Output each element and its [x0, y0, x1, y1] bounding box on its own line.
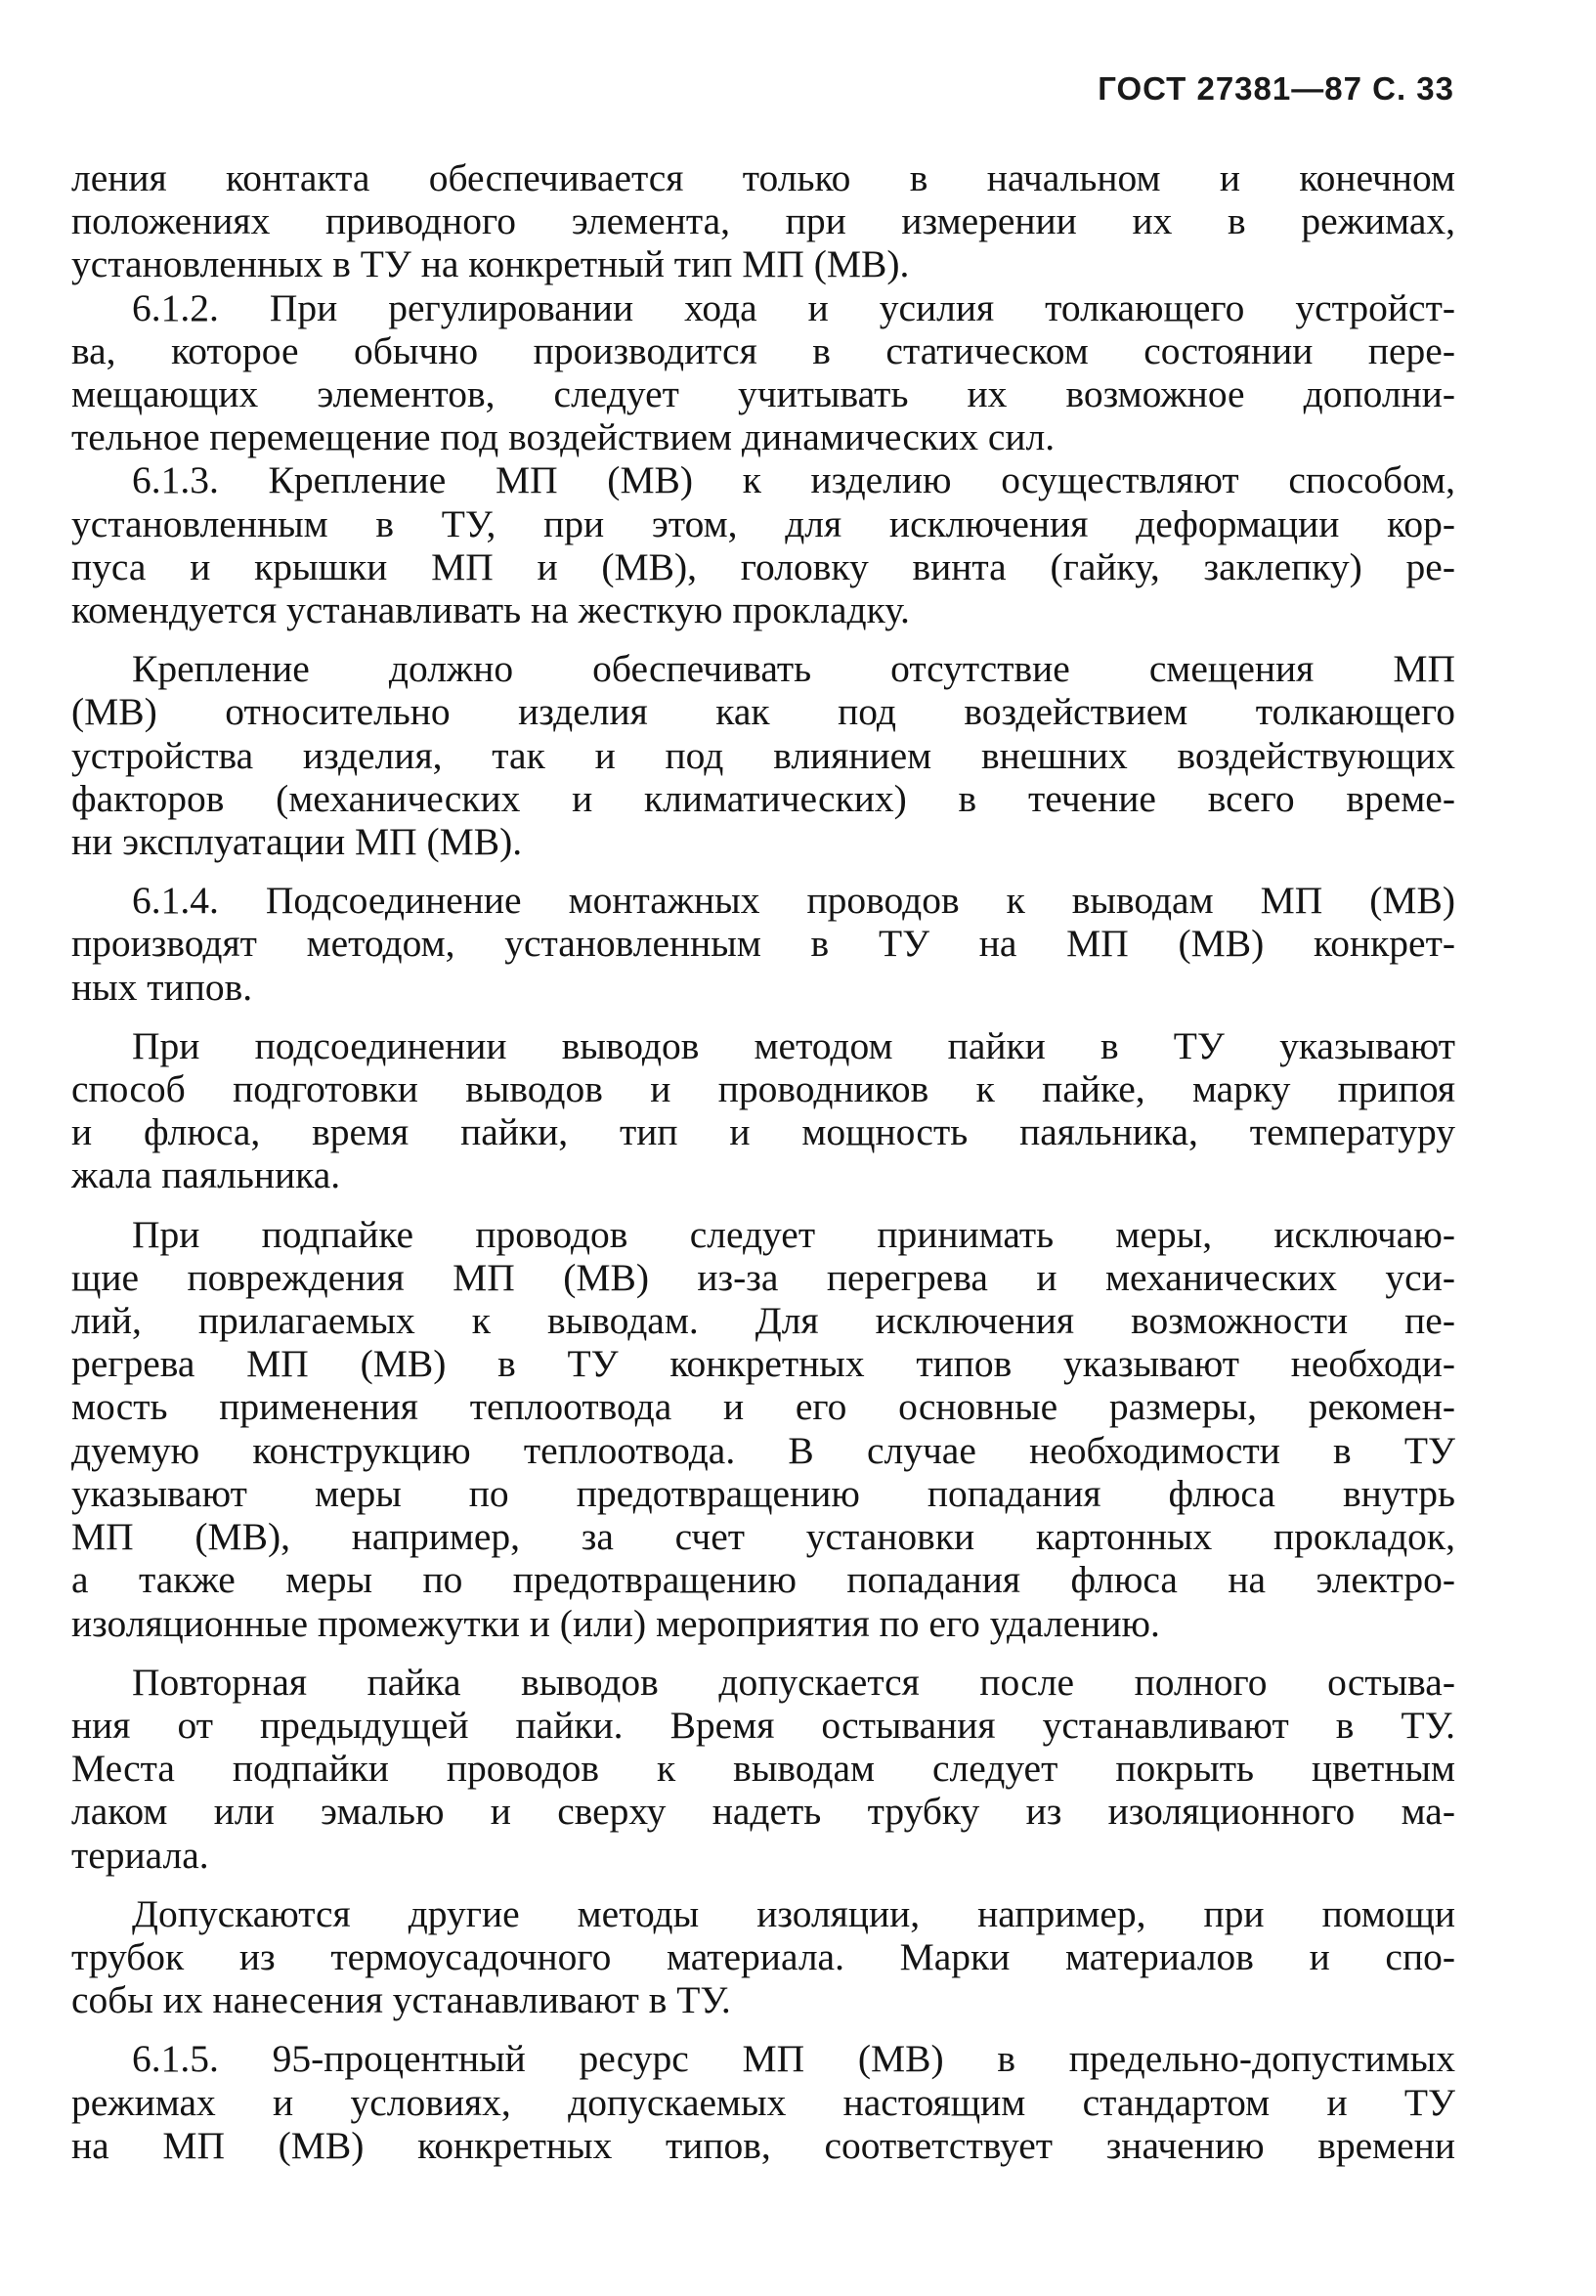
text-line: ва, которое обычно производится в статическом состоянии пере- [71, 328, 1455, 372]
paragraph-insulation [71, 1892, 1455, 2022]
text-line: (МВ) относительно изделия как под воздействием толкающего [71, 690, 1455, 734]
text-line: установленных в ТУ на конкретный тип МП (МВ). [71, 242, 910, 286]
text-line: ния от предыдущей пайки. Время остывания устанавливают в ТУ. [71, 1703, 1455, 1747]
text-line: мещающих элементов, следует учитывать их возможное дополни- [71, 372, 1455, 416]
page-header: ГОСТ 27381—87 С. 33 [1098, 70, 1454, 107]
text-line: щие повреждения МП (МВ) из-за перегрева и механических уси- [71, 1255, 1455, 1299]
paragraph-1 [71, 156, 1455, 286]
paragraph-6-1-2 [71, 286, 1455, 459]
text-line: на МП (МВ) конкретных типов, соответствует значению времени [71, 2123, 1455, 2167]
paragraph-6-1-4 [71, 879, 1455, 1009]
text-line: 6.1.3. Крепление МП (МВ) к изделию осуществляют способом, [132, 458, 1455, 502]
text-line: трубок из термоусадочного материала. Марки материалов и спо- [71, 1934, 1455, 1978]
text-line: ни эксплуатации МП (МВ). [71, 820, 523, 864]
paragraph-mounting [71, 647, 1455, 863]
document-body [71, 156, 1455, 2167]
text-line: комендуется устанавливать на жесткую прокладку. [71, 588, 910, 632]
text-line: способ подготовки выводов и проводников к пайке, марку припоя [71, 1067, 1455, 1111]
paragraph-soldering [71, 1024, 1455, 1197]
text-line: териала. [71, 1833, 209, 1877]
paragraph-6-1-5 [71, 2037, 1455, 2167]
paragraph-repeat-soldering [71, 1661, 1455, 1877]
text-line: регрева МП (МВ) в ТУ конкретных типов указывают необходи- [71, 1342, 1455, 1386]
text-line: жала паяльника. [71, 1153, 341, 1197]
text-line: а также меры по предотвращению попадания флюса на электро- [71, 1558, 1455, 1602]
text-line: мость применения теплоотвода и его основные размеры, рекомен- [71, 1385, 1455, 1429]
text-line: ления контакта обеспечивается только в начальном и конечном [71, 156, 1455, 199]
text-line: и флюса, время пайки, тип и мощность паяльника, температуру [71, 1110, 1455, 1154]
text-line: изоляционные промежутки и (или) мероприятия по его удалению. [71, 1601, 1160, 1645]
text-line: факторов (механических и климатических) в течение всего време- [71, 776, 1455, 820]
text-line: МП (МВ), например, за счет установки картонных прокладок, [71, 1515, 1455, 1559]
text-line: ных типов. [71, 965, 253, 1009]
text-line: При подсоединении выводов методом пайки в ТУ указывают [132, 1023, 1455, 1067]
text-line: лаком или эмалью и сверху надеть трубку из изоляционного ма- [71, 1790, 1455, 1834]
text-line: 6.1.2. При регулировании хода и усилия толкающего устройст- [132, 285, 1455, 329]
text-line: 6.1.4. Подсоединение монтажных проводов к выводам МП (МВ) [132, 879, 1455, 923]
text-line: При подпайке проводов следует принимать меры, исключаю- [132, 1212, 1455, 1256]
text-line: установленным в ТУ, при этом, для исключения деформации кор- [71, 501, 1455, 545]
paragraph-6-1-3 [71, 458, 1455, 631]
text-line: дуемую конструкцию теплоотвода. В случае необходимости в ТУ [71, 1428, 1455, 1472]
text-line: указывают меры по предотвращению попадания флюса внутрь [71, 1471, 1455, 1515]
text-line: тельное перемещение под воздействием динамических сил. [71, 415, 1056, 459]
text-line: режимах и условиях, допускаемых настоящим стандартом и ТУ [71, 2080, 1455, 2124]
text-line: Места подпайки проводов к выводам следует покрыть цветным [71, 1747, 1455, 1791]
text-line: 6.1.5. 95-процентный ресурс МП (МВ) в предельно-допустимых [132, 2037, 1455, 2081]
text-line: лий, прилагаемых к выводам. Для исключения возможности пе- [71, 1299, 1455, 1343]
text-line: Повторная пайка выводов допускается после полного остыва- [132, 1660, 1455, 1704]
paragraph-overheat [71, 1213, 1455, 1645]
text-line: Крепление должно обеспечивать отсутствие смещения МП [132, 647, 1455, 691]
text-line: собы их нанесения устанавливают в ТУ. [71, 1978, 731, 2022]
text-line: устройства изделия, так и под влиянием внешних воздействующих [71, 733, 1455, 777]
text-line: положениях приводного элемента, при измерении их в режимах, [71, 199, 1455, 243]
text-line: производят методом, установленным в ТУ на МП (МВ) конкрет- [71, 922, 1455, 966]
text-line: пуса и крышки МП и (МВ), головку винта (гайку, заклепку) ре- [71, 544, 1455, 588]
text-line: Допускаются другие методы изоляции, например, при помощи [132, 1891, 1455, 1935]
